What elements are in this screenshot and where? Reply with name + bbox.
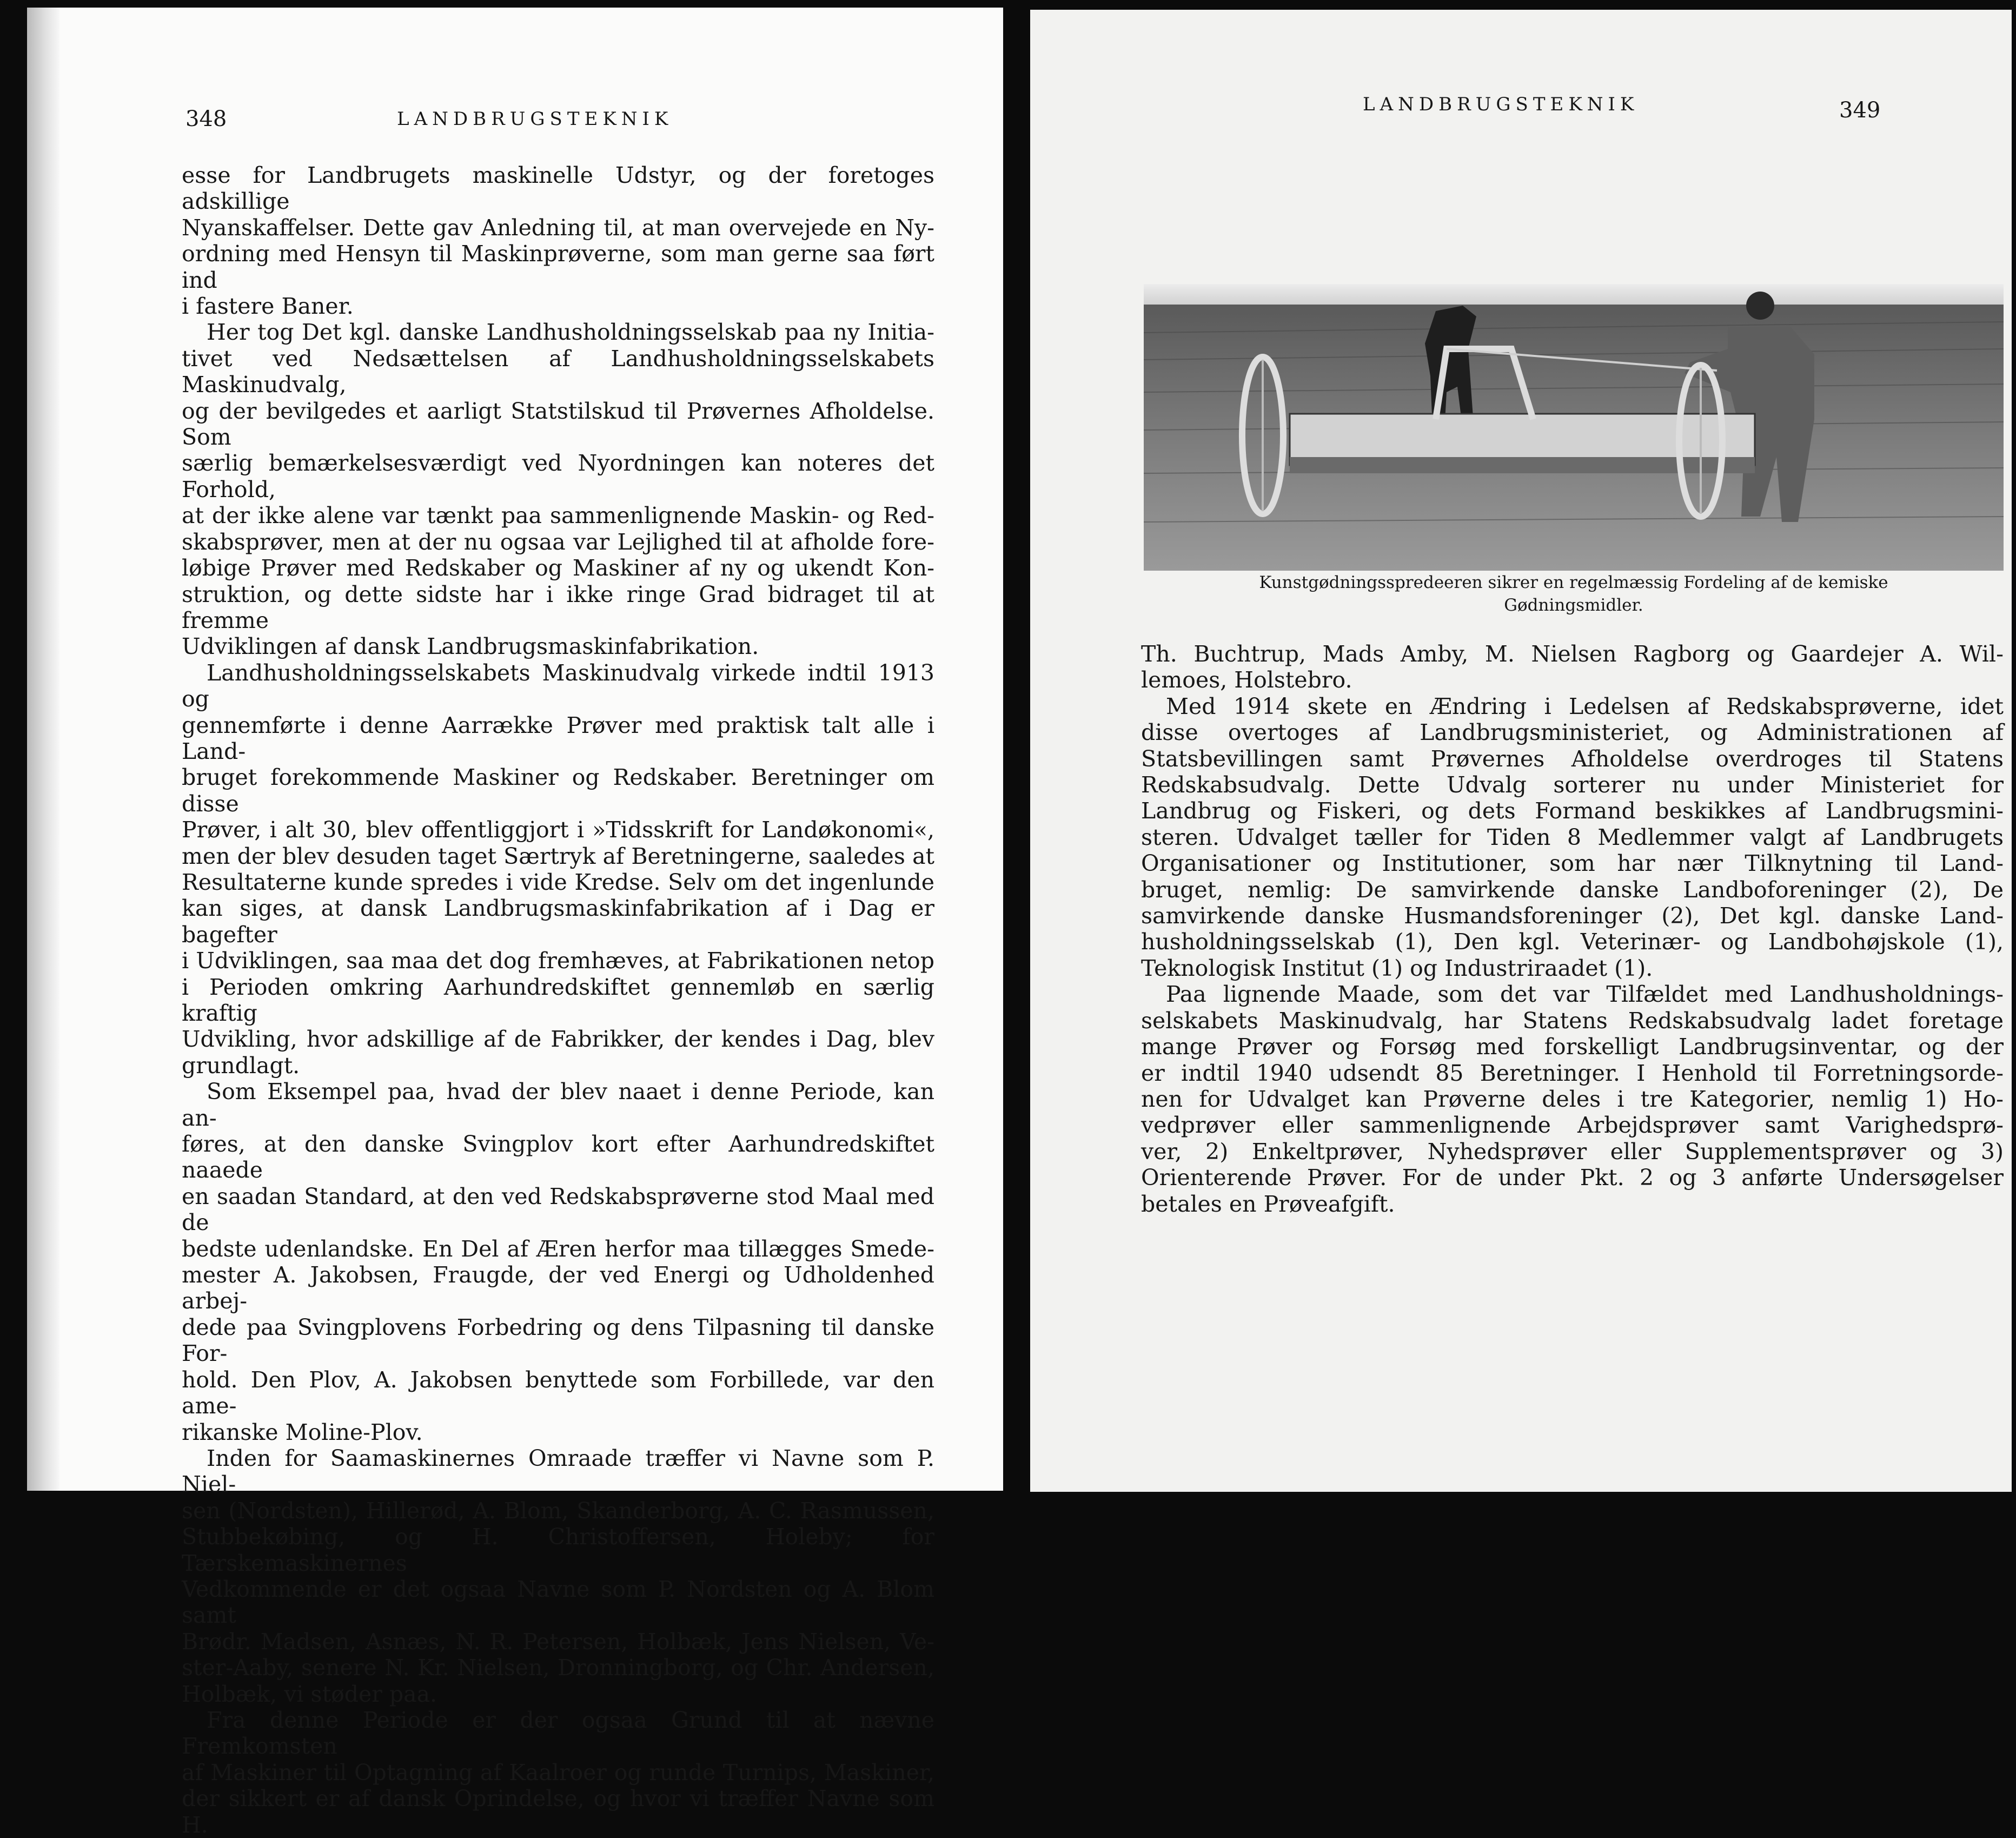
text-line: Th. Buchtrup, Mads Amby, M. Nielsen Ragborg og Gaardejer A. Wil- — [1141, 641, 2004, 667]
page-number: 348 — [185, 107, 227, 131]
text-line: ver, 2) Enkeltprøver, Nyhedsprøver eller Supplementsprøver og 3) — [1141, 1138, 2004, 1165]
text-line: af Maskiner til Optagning af Kaalroer og runde Turnips, Maskiner, — [182, 1759, 934, 1786]
running-head: LANDBRUGSTEKNIK — [1363, 94, 1639, 115]
book-edge — [27, 8, 59, 1491]
text-line: i Perioden omkring Aarhundredskiftet gennemløb en særlig kraftig — [182, 974, 934, 1026]
paragraph — [1141, 641, 2004, 693]
text-line: skabsprøver, men at der nu ogsaa var Lejlighed til at afholde fore- — [182, 528, 934, 555]
text-line: Udviklingen af dansk Landbrugsmaskinfabrikation. — [182, 633, 759, 660]
figure-photo-fertilizer-spreader — [1144, 284, 2004, 571]
text-line: og der bevilgedes et aarligt Statstilskud til Prøvernes Afholdelse. Som — [182, 398, 934, 451]
text-line: Her tog Det kgl. danske Landhusholdningsselskab paa ny Initia- — [207, 319, 934, 346]
caption-line: Kunstgødningsspredeeren sikrer en regelmæssig Fordeling af de kemiske — [1259, 573, 1888, 592]
paragraph — [1141, 981, 2004, 1217]
figure-caption — [1144, 571, 2004, 617]
text-line: mester A. Jakobsen, Fraugde, der ved Energi og Udholdenhed arbej- — [182, 1262, 934, 1314]
text-line: i fastere Baner. — [182, 293, 354, 320]
text-line: der sikkert er af dansk Oprindelse, og hvor vi træffer Navne som H. — [182, 1786, 934, 1838]
text-line: særlig bemærkelsesværdigt ved Nyordningen kan noteres det Forhold, — [182, 450, 934, 503]
text-line: men der blev desuden taget Særtryk af Beretningerne, saaledes at — [182, 843, 934, 869]
text-line: tivet ved Nedsættelsen af Landhusholdningsselskabets Maskinudvalg, — [182, 345, 934, 398]
text-line: kan siges, at dansk Landbrugsmaskinfabrikation af i Dag er bagefter — [182, 895, 934, 948]
page-number: 349 — [1839, 98, 1881, 123]
text-line: er indtil 1940 udsendt 85 Beretninger. I Henhold til Forretningsorde- — [1141, 1060, 2004, 1086]
paragraph — [182, 319, 934, 659]
text-line: dede paa Svingplovens Forbedring og dens Tilpasning til danske For- — [182, 1314, 934, 1367]
text-line: rikanske Moline-Plov. — [182, 1419, 423, 1445]
paragraph — [182, 660, 934, 1079]
text-line: selskabets Maskinudvalg, har Statens Redskabsudvalg ladet foretage — [1141, 1007, 2004, 1034]
text-line: struktion, og dette sidste har i ikke ringe Grad bidraget til at fremme — [182, 581, 934, 633]
text-line: lemoes, Holstebro. — [1141, 667, 1352, 693]
text-line: mange Prøver og Forsøg med forskelligt Landbrugsinventar, og der — [1141, 1034, 2004, 1060]
text-line: en saadan Standard, at den ved Redskabsprøverne stod Maal med de — [182, 1183, 934, 1236]
text-line: Fra denne Periode er der ogsaa Grund til at nævne Fremkomsten — [182, 1707, 934, 1760]
right-page — [1030, 10, 2012, 1492]
text-line: ordning med Hensyn til Maskinprøverne, som man gerne saa ført ind — [182, 241, 934, 293]
text-line: Prøver, i alt 30, blev offentliggjort i »Tidsskrift for Landøkonomi«, — [182, 817, 934, 843]
text-line: løbige Prøver med Redskaber og Maskiner af ny og ukendt Kon- — [182, 555, 934, 581]
text-line: i Udviklingen, saa maa det dog fremhæves, at Fabrikationen netop — [182, 948, 934, 974]
paragraph — [182, 1079, 934, 1445]
text-line: Udvikling, hvor adskillige af de Fabrikker, der kendes i Dag, blev — [182, 1026, 934, 1053]
text-line: Paa lignende Maade, som det var Tilfældet med Landhusholdnings- — [1166, 981, 2004, 1008]
text-line: grundlagt. — [182, 1052, 300, 1079]
text-line: husholdningsselskab (1), Den kgl. Veterinær- og Landbohøjskole (1), — [1141, 929, 2004, 955]
paragraph — [1141, 693, 2004, 981]
text-line: Landhusholdningsselskabets Maskinudvalg virkede indtil 1913 og — [182, 659, 934, 712]
text-line: at der ikke alene var tænkt paa sammenlignende Maskin- og Red- — [182, 503, 934, 529]
text-line: bedste udenlandske. En Del af Æren herfor maa tillægges Smede- — [182, 1235, 934, 1262]
text-line: Redskabsudvalg. Dette Udvalg sorterer nu under Ministeriet for — [1141, 772, 2004, 798]
text-line: Stubbekøbing, og H. Christoffersen, Holeby; for Tærskemaskinernes — [182, 1524, 934, 1576]
text-line: disse overtoges af Landbrugsministeriet, og Administrationen af — [1141, 719, 2004, 746]
left-body-text — [182, 162, 934, 1838]
text-line: Landbrug og Fiskeri, og dets Formand beskikkes af Landbrugsmini- — [1141, 798, 2004, 824]
text-line: Med 1914 skete en Ændring i Ledelsen af Redskabsprøverne, idet — [1166, 693, 2004, 719]
text-line: bruget, nemlig: De samvirkende danske Landboforeninger (2), De — [1141, 876, 2004, 903]
text-line: Vedkommende er det ogsaa Navne som P. Nordsten og A. Blom samt — [182, 1576, 934, 1629]
text-line: Holbæk, vi støder paa. — [182, 1681, 437, 1707]
text-line: hold. Den Plov, A. Jakobsen benyttede som Forbillede, var den ame- — [182, 1366, 934, 1419]
text-line: Statsbevillingen samt Prøvernes Afholdelse overdroges til Statens — [1141, 745, 2004, 772]
paragraph — [182, 1445, 934, 1707]
text-line: Orienterende Prøver. For de under Pkt. 2 og 3 anførte Undersøgelser — [1141, 1165, 2004, 1191]
text-line: sen (Nordsten), Hillerød, A. Blom, Skanderborg, A. C. Rasmussen, — [182, 1497, 934, 1524]
paragraph — [182, 1707, 934, 1838]
text-line: vedprøver eller sammenlignende Arbejdsprøver samt Varighedsprø- — [1141, 1112, 2004, 1139]
text-line: Inden for Saamaskinernes Omraade træffer vi Navne som P. Niel- — [182, 1445, 934, 1498]
paragraph — [182, 162, 934, 319]
text-line: nen for Udvalget kan Prøverne deles i tre Kategorier, nemlig 1) Ho- — [1141, 1086, 2004, 1112]
left-page — [27, 8, 1003, 1838]
text-line: gennemførte i denne Aarrække Prøver med praktisk talt alle i Land- — [182, 712, 934, 764]
text-line: ster-Aaby, senere N. Kr. Nielsen, Dronningborg, og Chr. Andersen, — [182, 1655, 934, 1681]
text-line: Nyanskaffelser. Dette gav Anledning til, at man overvejede en Ny- — [182, 214, 934, 241]
text-line: Som Eksempel paa, hvad der blev naaet i denne Periode, kan an- — [182, 1079, 934, 1131]
caption-line: Gødningsmidler. — [1504, 596, 1643, 615]
right-body-text — [1141, 641, 2004, 1217]
text-line: Resultaterne kunde spredes i vide Kredse. Selv om det ingenlunde — [182, 869, 934, 895]
running-head: LANDBRUGSTEKNIK — [397, 108, 673, 130]
text-line: samvirkende danske Husmandsforeninger (2), Det kgl. danske Land- — [1141, 903, 2004, 929]
text-line: esse for Landbrugets maskinelle Udstyr, og der foretoges adskillige — [182, 162, 934, 215]
text-line: føres, at den danske Svingplov kort efter Aarhundredskiftet naaede — [182, 1131, 934, 1184]
text-line: Brødr. Madsen, Asnæs, N. R. Petersen, Holbæk, Jens Nielsen, Ve- — [182, 1628, 934, 1655]
text-line: bruget forekommende Maskiner og Redskaber. Beretninger om disse — [182, 764, 934, 817]
text-line: steren. Udvalget tæller for Tiden 8 Medlemmer valgt af Landbrugets — [1141, 824, 2004, 850]
text-line: Teknologisk Institut (1) og Industriraadet (1). — [1141, 955, 1653, 981]
text-line: betales en Prøveafgift. — [1141, 1191, 1395, 1217]
text-line: Organisationer og Institutioner, som har nær Tilknytning til Land- — [1141, 850, 2004, 877]
